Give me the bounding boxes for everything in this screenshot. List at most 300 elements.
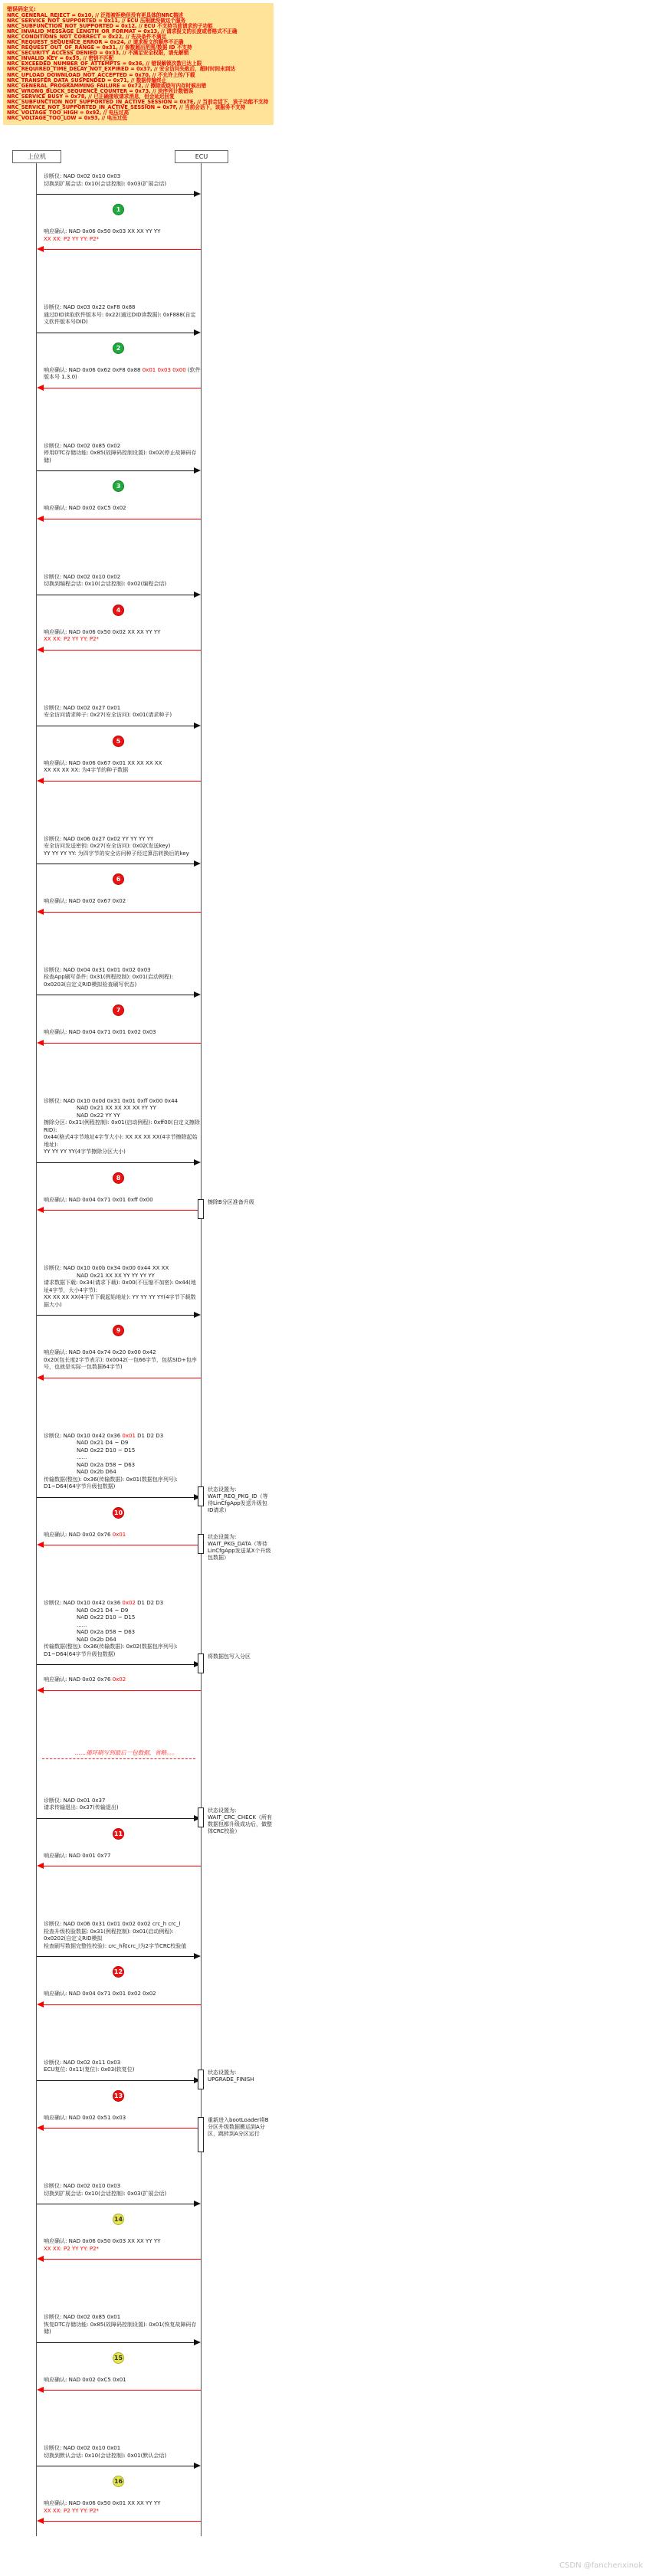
step-badge: 8	[113, 1172, 124, 1184]
message-lines	[0, 228, 649, 243]
request-arrow	[0, 1653, 649, 1669]
message-lines	[0, 2060, 649, 2074]
legend-line: NRC_UPLOAD_DOWNLOAD_NOT_ACCEPTED = 0x70, // 不允许上传/下载	[7, 71, 195, 78]
message-lines	[0, 2377, 649, 2384]
response-message	[0, 2369, 649, 2395]
legend-line: NRC_SERVICE_NOT_SUPPORTED_IN_ACTIVE_SESSION = 0x7F, // 当前会话下，该服务不支持	[7, 104, 246, 111]
step-badge-row	[0, 1507, 649, 1519]
arrow-head	[194, 1312, 201, 1318]
message-line: 响应确认: NAD 0x04 0x74 0x20 0x00 0x42	[44, 1349, 156, 1355]
request-message	[0, 297, 649, 337]
step-badge-row	[0, 2214, 649, 2225]
arrow-shaft	[37, 1956, 195, 1957]
step-badge: 16	[113, 2476, 124, 2487]
request-message	[0, 566, 649, 599]
message-lines	[0, 2314, 649, 2336]
arrow-shaft	[37, 1664, 195, 1665]
message-line: YY YY YY YY: 为四字节的安全访问种子经过算法转换后的key	[44, 850, 189, 857]
legend-line: NRC_VOLTAGE_TOO_LOW = 0x93, // 电压过低	[7, 115, 128, 122]
arrow-head	[194, 592, 201, 598]
message-line: 请求传输退出: 0x37(传输退出)	[44, 1804, 119, 1811]
ecu-note-text: 将数据包写入分区	[208, 1653, 251, 1660]
response-arrow	[0, 1038, 649, 1047]
arrow-head	[37, 1542, 44, 1548]
legend-title: 错误码定义:	[7, 6, 36, 12]
arrow-head	[37, 2518, 44, 2524]
message-line: ......	[77, 1454, 87, 1460]
arrow-head	[194, 2339, 201, 2345]
step-badge-row	[0, 605, 649, 616]
message-lines	[0, 173, 649, 188]
step-badge-row	[0, 736, 649, 747]
request-arrow	[0, 859, 649, 868]
step-badge: 5	[113, 736, 124, 747]
event-flow	[0, 166, 649, 2568]
step-badge: 4	[113, 605, 124, 616]
message-line: 诊断仪: NAD 0x02 0x10 0x02	[44, 573, 121, 580]
message-line: 诊断仪: NAD 0x02 0x27 0x01	[44, 704, 121, 711]
response-arrow	[0, 645, 649, 654]
step-badge-row	[0, 1005, 649, 1016]
arrow-shaft	[37, 1162, 195, 1163]
request-arrow	[0, 990, 649, 999]
arrow-head	[37, 516, 44, 522]
message-lines	[0, 1265, 649, 1309]
request-message	[0, 1913, 649, 1961]
step-badge: 3	[113, 480, 124, 492]
response-message	[0, 2107, 649, 2137]
activation-bar	[198, 1199, 204, 1219]
step-badge: 15	[113, 2352, 124, 2364]
response-message	[0, 1021, 649, 1047]
response-arrow	[0, 383, 649, 392]
request-arrow	[0, 466, 649, 475]
message-line: 响应确认: NAD 0x06 0x50 0x02 XX XX YY YY	[44, 628, 161, 635]
request-message	[0, 2052, 649, 2085]
legend-line: NRC_CONDITIONS_NOT_CORRECT = 0x22, // 先决条件不满足	[7, 33, 167, 40]
request-message	[0, 1425, 649, 1513]
loop-separator-text: ......循环刷写到最后一包数据，省略。。。	[75, 1748, 179, 1756]
arrow-head	[37, 1863, 44, 1869]
request-message	[0, 435, 649, 476]
message-lines	[0, 1098, 649, 1156]
message-line: 响应确认: NAD 0x06 0x50 0x03 XX XX YY YY	[44, 228, 161, 234]
response-arrow	[0, 1373, 649, 1382]
arrow-head	[194, 991, 201, 998]
message-line: 响应确认: NAD 0x06 0x50 0x01 XX XX YY YY	[44, 2500, 161, 2506]
response-message	[0, 2492, 649, 2525]
arrow-head	[37, 778, 44, 784]
message-lines	[0, 1600, 649, 1658]
message-line: 诊断仪: NAD 0x02 0x10 0x03	[44, 173, 121, 179]
arrow-head	[37, 2387, 44, 2393]
activation-bar	[198, 1486, 204, 1506]
message-line: ......	[77, 1621, 87, 1628]
legend-line: NRC_GENERAL_REJECT = 0x10, // 泛指被拒绝但没有更具体的NRC描述	[7, 11, 184, 18]
arrow-head	[194, 191, 201, 197]
request-message	[0, 697, 649, 730]
message-line: 响应确认: NAD 0x04 0x71 0x01 0x02 0x02	[44, 1991, 156, 1997]
arrow-shaft	[37, 194, 195, 195]
ecu-note-text: 状态设置为: UPGRADE_FINISH	[208, 2069, 254, 2083]
arrow-shaft	[43, 781, 201, 782]
message-line: 响应确认: NAD 0x06 0x50 0x03 XX XX YY YY	[44, 2238, 161, 2244]
arrow-shaft	[37, 1315, 195, 1316]
activation-bar	[198, 1653, 204, 1673]
actor-host: 上位机	[12, 150, 61, 163]
message-lines	[0, 367, 649, 382]
message-lines	[0, 1991, 649, 1998]
message-line: 通过DID读取软件版本号: 0x22(通过DID读数据): 0xF888(自定义软件版本号DID)	[44, 311, 196, 325]
message-lines	[0, 304, 649, 326]
message-lines	[0, 1676, 649, 1684]
arrow-head	[194, 723, 201, 729]
message-line: ECU复位: 0x11(复位): 0x03(软复位)	[44, 2066, 135, 2073]
arrow-shaft	[37, 470, 195, 471]
step-badge-row	[0, 480, 649, 492]
legend-line: NRC_SUBFUNCTION_NOT_SUPPORTED = 0x12, // ECU 不支持当前请求的子功能	[7, 22, 213, 29]
step-badge-row	[0, 1966, 649, 1978]
message-lines	[0, 1532, 649, 1539]
legend-line: NRC_GENERAL_PROGRAMMING_FAILURE = 0x72, // 擦除或烧写内存时候出错	[7, 82, 207, 89]
message-line: 响应确认: NAD 0x04 0x71 0x01 0xff 0x00	[44, 1196, 153, 1203]
response-message	[0, 1524, 649, 1561]
response-message	[0, 497, 649, 523]
message-line: 诊断仪: NAD 0x10 0x0d 0x31 0x01 0xff 0x00 0x44	[44, 1097, 179, 1104]
message-line: 响应确认: NAD 0x02 0xC5 0x01	[44, 2376, 126, 2383]
request-message	[0, 166, 649, 198]
ecu-note-text: 擦除B分区准备升级	[208, 1199, 254, 1205]
response-message	[0, 1983, 649, 2009]
message-lines	[0, 1433, 649, 1491]
message-line: XX XX: P2 YY YY: P2*	[44, 235, 100, 242]
response-arrow	[0, 1861, 649, 1870]
arrow-shaft	[43, 2128, 201, 2129]
message-lines	[0, 1029, 649, 1037]
step-badge-row	[0, 873, 649, 885]
message-lines	[0, 705, 649, 719]
message-line: YY YY YY YY(4字节擦除分区大小)	[44, 1149, 126, 1155]
message-line: 检查升级校验数据: 0x31(例程控制): 0x01(启动例程): 0x0202(自定义RID模拟	[44, 1928, 174, 1942]
message-line: 安全访问发送密钥: 0x27(安全访问): 0x02(发送key)	[44, 843, 171, 849]
arrow-shaft	[43, 2390, 201, 2391]
step-badge: 12	[113, 1966, 124, 1978]
arrow-head	[194, 467, 201, 474]
legend-line: NRC_INVALID_KEY = 0x35, // 密钥不匹配	[7, 55, 114, 62]
message-line: 诊断仪: NAD 0x02 0x10 0x03	[44, 2183, 121, 2189]
arrow-head	[194, 1953, 201, 1959]
legend-line: NRC_REQUEST_SEQUENCE_ERROR = 0x24, // 请求报文的顺序不正确	[7, 38, 184, 45]
step-badge: 6	[113, 873, 124, 885]
message-line: 切换到编程会话: 0x10(会话控制): 0x02(编程会话)	[44, 581, 167, 587]
message-line: 响应确认: NAD 0x02 0x51 0x03	[44, 2114, 126, 2121]
step-badge-row	[0, 2476, 649, 2487]
message-line: 诊断仪: NAD 0x01 0x37	[44, 1797, 106, 1804]
arrow-shaft	[43, 650, 201, 651]
message-line: 诊断仪: NAD 0x06 0x31 0x01 0x02 0x02 crc_h crc_l	[44, 1921, 181, 1927]
message-line: XX XX: P2 YY YY: P2*	[44, 2507, 100, 2514]
arrow-head	[37, 246, 44, 252]
response-message	[0, 890, 649, 916]
step-badge-row	[0, 1828, 649, 1840]
message-line: 检查刷写数据完整性校验): crc_h和crc_l为2字节CRC校验值	[44, 1942, 187, 1949]
ecu-note	[198, 2070, 272, 2089]
request-message	[0, 1592, 649, 1669]
arrow-shaft	[43, 1210, 201, 1211]
message-line: NAD 0x2a D58 ~ D63	[77, 1629, 136, 1635]
arrow-shaft	[37, 2080, 195, 2081]
step-badge: 9	[113, 1325, 124, 1336]
message-line: 诊断仪: NAD 0x10 0x42 0x36 0x01 D1 D2 D3	[44, 1432, 164, 1439]
message-line: 安全访问请求种子: 0x27(安全访问): 0x01(请求种子)	[44, 712, 172, 718]
step-badge: 1	[113, 204, 124, 215]
message-line: 切换到扩展会话: 0x10(会话控制): 0x03(扩展会话)	[44, 2190, 167, 2197]
legend-line: NRC_WRONG_BLOCK_SEQUENCE_COUNTER = 0x73, // 块序列计数错误	[7, 87, 194, 94]
arrow-head	[194, 860, 201, 867]
response-arrow	[0, 2000, 649, 2009]
arrow-shaft	[37, 2342, 195, 2343]
step-badge-row	[0, 204, 649, 215]
message-lines	[0, 1798, 649, 1812]
step-badge-row	[0, 342, 649, 354]
message-line: XX XX XX XX: 为4字节的种子数据	[44, 767, 129, 773]
activation-bar	[198, 1534, 204, 1554]
arrow-head	[37, 647, 44, 653]
response-message	[0, 221, 649, 254]
request-message	[0, 2437, 649, 2470]
response-arrow	[0, 907, 649, 916]
step-badge-row	[0, 1172, 649, 1184]
message-line: NAD 0x22 D10 ~ D15	[77, 1447, 136, 1454]
request-arrow	[0, 1952, 649, 1961]
message-line: 诊断仪: NAD 0x04 0x31 0x01 0x02 0x03	[44, 966, 151, 973]
ecu-note-text: 状态设置为: WAIT_CRC_CHECK（所有数据包都升级成功后，做整体CRC校验）	[208, 1807, 273, 1834]
request-arrow	[0, 721, 649, 730]
message-line: NAD 0x21 D4 ~ D9	[77, 1607, 129, 1614]
legend-line: NRC_TRANSFER_DATA_SUSPENDED = 0x71, // 数据传输终止	[7, 77, 167, 84]
message-lines	[0, 2500, 649, 2515]
loop-separator	[0, 1738, 649, 1764]
step-badge: 7	[113, 1005, 124, 1016]
message-line: NAD 0x2b D64	[77, 1636, 116, 1643]
legend-line: NRC_SERVICE_NOT_SUPPORTED = 0x11, // ECU 压根就没做这个服务	[7, 17, 186, 24]
arrow-head	[194, 1159, 201, 1165]
actor-ecu: ECU	[175, 150, 228, 163]
legend-line: NRC_REQUIRED_TIME_DELAY_NOT_EXPIRED = 0x37, // 安全访问失败后，超时时间未到达	[7, 66, 235, 73]
message-line: 0x20(包长度2字节表示): 0x0042(一包66字节，包括SID+包序号，也就是实际一包数据64字节)	[44, 1356, 197, 1370]
request-message	[0, 2175, 649, 2208]
response-arrow	[0, 1686, 649, 1695]
message-line: 诊断仪: NAD 0x02 0x11 0x03	[44, 2059, 121, 2066]
legend-line: NRC_SUBFUNCTION_NOT_SUPPORTED_IN_ACTIVE_SESSION = 0x7E, // 当前会话下，该子功能不支持	[7, 99, 269, 105]
message-line: 诊断仪: NAD 0x10 0x42 0x36 0x02 D1 D2 D3	[44, 1600, 164, 1606]
arrow-shaft	[43, 1043, 201, 1044]
message-line: 响应确认: NAD 0x02 0xC5 0x02	[44, 505, 126, 511]
message-line: 擦除分区: 0x31(例程控制): 0x01(启动例程): 0xff00(自定义擦除RID):	[44, 1119, 200, 1133]
response-message	[0, 752, 649, 785]
arrow-head	[194, 2463, 201, 2469]
message-line: XX XX: P2 YY YY: P2*	[44, 2245, 100, 2252]
message-lines	[0, 574, 649, 588]
arrow-shaft	[43, 2259, 201, 2260]
message-lines	[0, 2115, 649, 2122]
request-message	[0, 828, 649, 869]
message-lines	[0, 1349, 649, 1372]
message-lines	[0, 836, 649, 858]
response-arrow	[0, 244, 649, 254]
request-arrow	[0, 1310, 649, 1319]
arrow-head	[37, 385, 44, 391]
request-arrow	[0, 590, 649, 599]
request-message	[0, 1257, 649, 1319]
message-lines	[0, 760, 649, 775]
arrow-shaft	[43, 912, 201, 913]
message-line: 请求数据下载: 0x34(请求下载): 0x00(不压缩不加密): 0x44(地址4字节，大小4字节):	[44, 1280, 196, 1293]
message-line: NAD 0x22 YY YY	[77, 1112, 120, 1119]
response-arrow	[0, 2254, 649, 2263]
step-badge: 10	[113, 1507, 124, 1519]
ecu-note	[198, 1199, 272, 1219]
message-lines	[0, 967, 649, 989]
step-badge: 13	[113, 2090, 124, 2102]
message-line: 诊断仪: NAD 0x02 0x85 0x01	[44, 2314, 121, 2320]
message-line: 响应确认: NAD 0x01 0x77	[44, 1852, 111, 1859]
message-line: XX XX: P2 YY YY: P2*	[44, 636, 100, 642]
message-line: 响应确认: NAD 0x06 0x67 0x01 XX XX XX XX	[44, 759, 162, 766]
arrow-head	[37, 2125, 44, 2131]
message-line: 停用DTC存储功能: 0x85(故障码控制设置): 0x02(停止故障码存储)	[44, 450, 197, 464]
arrow-head	[37, 1040, 44, 1046]
request-arrow	[0, 1158, 649, 1167]
response-arrow	[0, 2385, 649, 2394]
legend-line: NRC_SERVICE_BUSY = 0x78, // 已正确接收请求消息，但会延迟回复	[7, 93, 175, 100]
message-lines	[0, 629, 649, 644]
message-line: 检查App刷写条件: 0x31(例程控制): 0x01(启动例程): 0x0203(自定义RID模拟检查刷写状态)	[44, 974, 174, 988]
message-line: 切换到默认会话: 0x10(会话控制): 0x01(默认会话)	[44, 2452, 167, 2459]
arrow-head	[37, 2256, 44, 2262]
message-line: XX XX XX XX(4字节下载起始地址): YY YY YY YY(4字节下载数据大小)	[44, 1294, 196, 1308]
arrow-head	[194, 329, 201, 336]
response-arrow	[0, 2516, 649, 2525]
response-arrow	[0, 514, 649, 523]
ecu-note-text: 状态设置为: WAIT_PKG_DATA（等待LinCfgApp发送某X个升级包数据）	[208, 1534, 271, 1561]
step-badge-row	[0, 2352, 649, 2364]
response-message	[0, 359, 649, 392]
response-message	[0, 621, 649, 654]
legend-line: NRC_SECURITY_ACCESS_DENIED = 0x33, // 不满足安全权限，请先解锁	[7, 50, 189, 57]
ecu-note-text: 重新进入bootLoader将B分区升级数据搬运到A分区，跳转到A分区运行	[208, 2117, 269, 2137]
request-message	[0, 1090, 649, 1167]
arrow-head	[37, 909, 44, 915]
message-line: NAD 0x2b D64	[77, 1469, 116, 1475]
arrow-shaft	[37, 1497, 195, 1498]
arrow-shaft	[43, 2521, 201, 2522]
message-line: 诊断仪: NAD 0x03 0x22 0xF8 0x88	[44, 304, 136, 310]
arrow-shaft	[43, 2004, 201, 2005]
response-message	[0, 2230, 649, 2263]
loop-separator-line	[42, 1758, 195, 1759]
step-badge: 14	[113, 2214, 124, 2225]
message-line: 诊断仪: NAD 0x02 0x85 0x02	[44, 442, 121, 449]
arrow-head	[37, 1687, 44, 1693]
error-code-legend	[3, 3, 274, 125]
message-line: NAD 0x21 D4 ~ D9	[77, 1440, 129, 1446]
arrow-shaft	[43, 1690, 201, 1691]
message-line: 传输数据(整包): 0x36(传输数据): 0x01(数据包序列号): D1~D64(64字节升级包数据)	[44, 1476, 178, 1490]
request-arrow	[0, 328, 649, 337]
message-line: NAD 0x22 D10 ~ D15	[77, 1614, 136, 1621]
step-badge: 11	[113, 1828, 124, 1840]
legend-line: NRC_VOLTAGE_TOO_HIGH = 0x92, // 电压过高	[7, 110, 129, 116]
message-line: 0x44(格式4字节地址4字节大小): XX XX XX XX(4字节擦除起始地址):	[44, 1134, 198, 1148]
ecu-note-text: 状态设置为: WAIT_REQ_PKG_ID（等待LinCfgApp发送升级包ID请求）	[208, 1486, 268, 1513]
error-legend-lines	[7, 13, 268, 122]
message-line: 恢复DTC存储功能: 0x85(故障码控制设置): 0x01(恢复故障码存储)	[44, 2321, 197, 2335]
response-message	[0, 1845, 649, 1871]
message-lines	[0, 505, 649, 513]
activation-bar	[198, 2070, 204, 2089]
request-message	[0, 959, 649, 1000]
message-line: 响应确认: NAD 0x02 0x76 0x01	[44, 1531, 126, 1538]
arrow-head	[37, 2001, 44, 2007]
message-lines	[0, 2183, 649, 2197]
ecu-note	[198, 1534, 272, 1562]
ecu-note	[198, 1653, 272, 1673]
step-badge: 2	[113, 342, 124, 354]
legend-line: NRC_EXCEEDED_NUMBER_OF_ATTEMPTS = 0x36, // 错误解锁次数已达上限	[7, 61, 202, 67]
message-line: 诊断仪: NAD 0x02 0x10 0x01	[44, 2445, 121, 2451]
response-message	[0, 1189, 649, 1215]
step-badge-row	[0, 2090, 649, 2102]
response-message	[0, 1342, 649, 1382]
watermark: CSDN @fanchenxinok	[559, 2561, 643, 2570]
request-message	[0, 2306, 649, 2347]
message-lines	[0, 2238, 649, 2253]
arrow-head	[37, 1207, 44, 1213]
message-line: 传输数据(整包): 0x36(传输数据): 0x02(数据包序列号): D1~D64(64字节升级包数据)	[44, 1644, 178, 1657]
message-line: NAD 0x21 XX XX XX XX YY YY	[77, 1105, 156, 1111]
request-arrow	[0, 2338, 649, 2347]
message-line: 诊断仪: NAD 0x06 0x27 0x02 YY YY YY YY	[44, 835, 154, 842]
request-arrow	[0, 2199, 649, 2208]
message-line: 响应确认: NAD 0x04 0x71 0x01 0x02 0x03	[44, 1029, 156, 1035]
legend-line: NRC_INVALID_MESSAGE_LENGTH_OR_FORMAT = 0x13, // 请求报文的长度或者格式不正确	[7, 28, 238, 34]
message-lines	[0, 1197, 649, 1204]
request-arrow	[0, 2461, 649, 2470]
legend-line: NRC_REQUEST_OUT_OF_RANGE = 0x31, // 参数超出范围/数据 ID 不支持	[7, 44, 192, 51]
response-message	[0, 1669, 649, 1695]
message-line: NAD 0x2a D58 ~ D63	[77, 1461, 136, 1468]
message-line: 响应确认: NAD 0x06 0x62 0xF8 0x88 0x01 0x03 0x00 (软件版本号 1.3.0)	[44, 366, 201, 380]
arrow-head	[37, 1375, 44, 1381]
message-lines	[0, 898, 649, 906]
message-line: 切换到扩展会话: 0x10(会话控制): 0x03(扩展会话)	[44, 180, 167, 187]
message-line: 诊断仪: NAD 0x10 0x0b 0x34 0x00 0x44 XX XX	[44, 1265, 169, 1271]
response-arrow	[0, 776, 649, 785]
message-lines	[0, 1921, 649, 1950]
arrow-head	[194, 2201, 201, 2207]
activation-bar	[198, 1807, 204, 1827]
activation-bar	[198, 2117, 204, 2152]
message-lines	[0, 2445, 649, 2460]
message-line: 响应确认: NAD 0x02 0x67 0x02	[44, 898, 126, 904]
message-line: NAD 0x21 XX XX YY YY YY YY	[77, 1272, 155, 1279]
arrow-shaft	[43, 249, 201, 250]
step-badge-row	[0, 1325, 649, 1336]
message-line: 响应确认: NAD 0x02 0x76 0x02	[44, 1676, 126, 1683]
message-lines	[0, 1853, 649, 1860]
request-arrow	[0, 189, 649, 198]
